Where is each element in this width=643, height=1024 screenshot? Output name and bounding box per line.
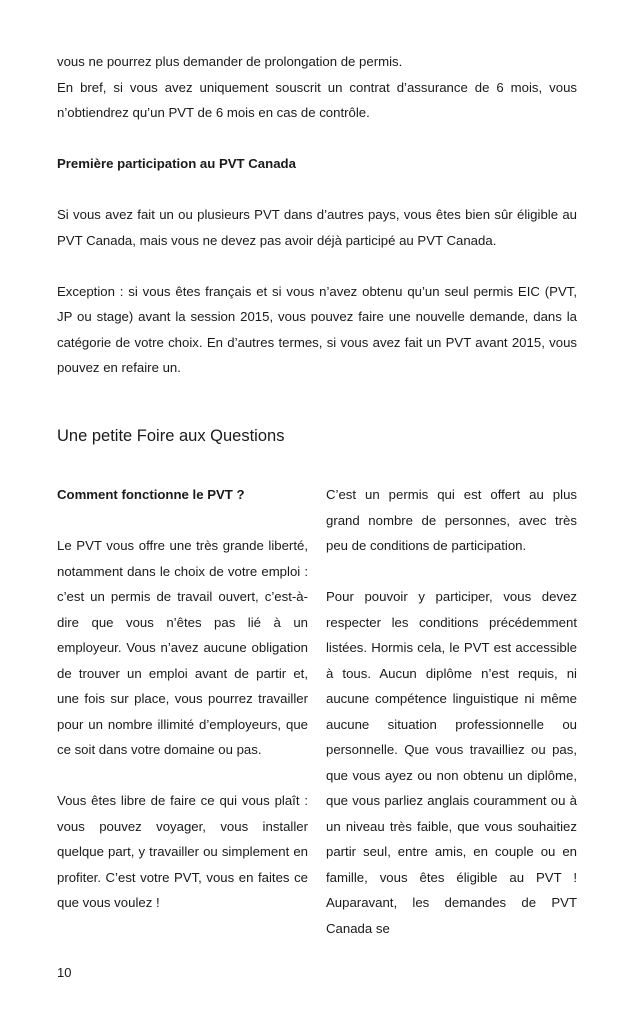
faq-columns [57, 482, 577, 941]
faq-right-paragraph: C’est un permis qui est offert au plus grand nombre de personnes, avec très peu de conditions de participation. [326, 487, 577, 553]
page-number: 10 [57, 965, 72, 980]
page-body [57, 49, 577, 381]
faq-title: Une petite Foire aux Questions [57, 427, 285, 445]
section-heading-first-participation: Première participation au PVT Canada [57, 156, 296, 171]
faq-right-column [326, 482, 577, 941]
faq-answer-paragraph: Vous êtes libre de faire ce qui vous plaît : vous pouvez voyager, vous installer quelque part, y travailler ou simplement en profiter. C’est votre PVT, vous en faites ce que vous voulez ! [57, 793, 308, 910]
exception-paragraph: Exception : si vous êtes français et si vous n’avez obtenu qu’un seul permis EIC (PVT, JP ou stage) avant la session 2015, vous pouvez faire une nouvelle demande, dans la catégorie de votre choix. En d’autres termes, si vous avez fait un PVT avant 2015, vous pouvez en refaire un. [57, 283, 577, 375]
first-participation-paragraph: Si vous avez fait un ou plusieurs PVT dans d’autres pays, vous êtes bien sûr éligible au PVT Canada, mais vous ne devez pas avoir déjà participé au PVT Canada. [57, 207, 577, 248]
faq-answer-paragraph: Le PVT vous offre une très grande liberté, notamment dans le choix de votre emploi : c’est un permis de travail ouvert, c’est-à-dire que vous n’êtes pas lié à un employeur. Vous n’avez aucune obligation de trouver un emploi avant de partir et, une fois sur place, vous pourrez travailler pour un nombre illimité d’employeurs, que ce soit dans votre domaine ou pas. [57, 538, 308, 757]
intro-paragraph: En bref, si vous avez uniquement souscrit un contrat d’assurance de 6 mois, vous n’obtiendrez qu’un PVT de 6 mois en cas de contrôle. [57, 79, 577, 120]
intro-line: vous ne pourrez plus demander de prolongation de permis. [57, 54, 403, 69]
faq-question: Comment fonctionne le PVT ? [57, 487, 245, 502]
faq-right-paragraph: Pour pouvoir y participer, vous devez respecter les conditions précédemment listées. Hormis cela, le PVT est accessible à tous. Aucun diplôme n’est requis, ni aucune compétence linguistique ni même aucune situation professionnelle ou personnelle. Que vous travailliez ou pas, que vous ayez ou non obtenu un diplôme, que vous parliez anglais couramment ou à un niveau très faible, que vous souhaitiez partir seul, entre amis, en couple ou en famille, vous êtes éligible au PVT ! Auparavant, les demandes de PVT Canada se [326, 589, 577, 936]
faq-left-column [57, 482, 308, 941]
